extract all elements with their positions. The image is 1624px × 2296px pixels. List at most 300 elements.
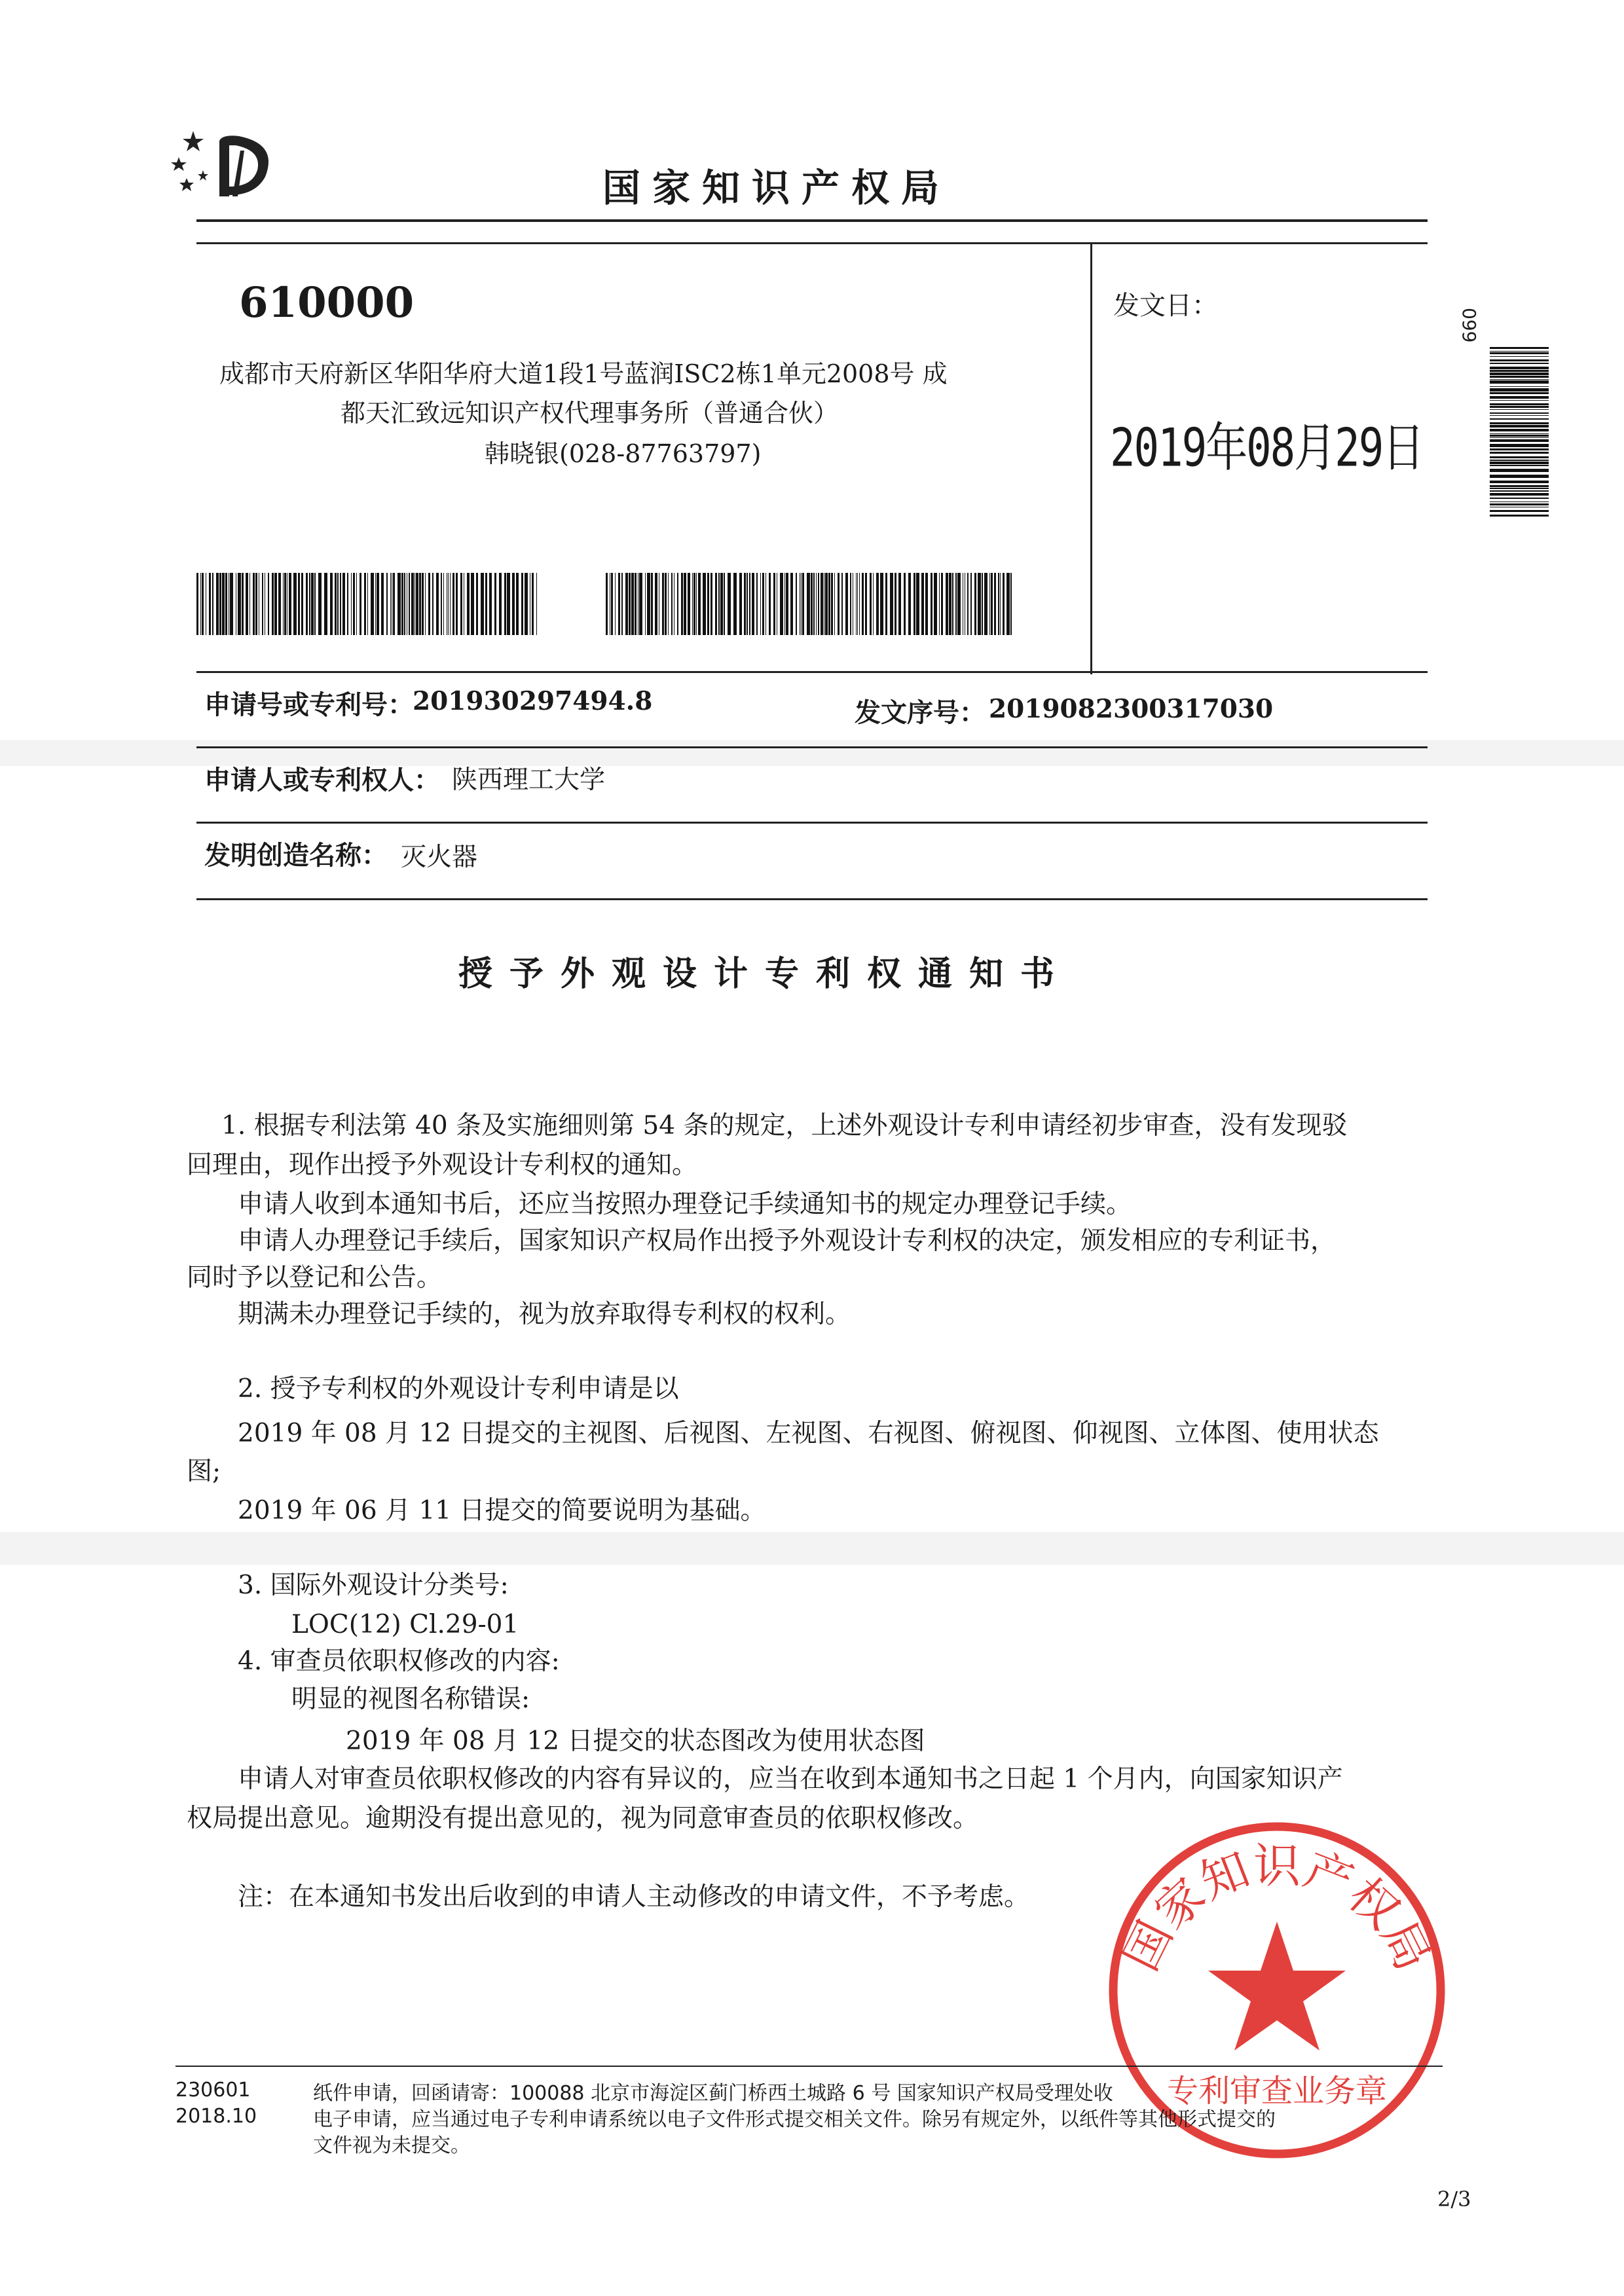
barcode-bar xyxy=(1490,475,1549,478)
design-name-label: 发明创造名称： xyxy=(204,841,388,871)
barcode-bar xyxy=(615,573,616,635)
barcode-bar xyxy=(1490,429,1549,431)
form-version: 2018.10 xyxy=(175,2105,257,2128)
barcode-bar xyxy=(786,573,788,635)
barcode-bar xyxy=(507,573,510,635)
footer-line: 电子申请，应当通过电子专利申请系统以电子文件形式提交相关文件。除另有规定外，以纸件等其他形式提交的 xyxy=(313,2108,1276,2131)
barcode-bar xyxy=(314,573,316,635)
barcode-bar xyxy=(419,573,421,635)
barcode-bar xyxy=(941,573,943,635)
barcode-bar xyxy=(489,573,492,635)
barcode-bar xyxy=(532,573,534,635)
barcode-bar xyxy=(773,573,775,635)
barcode-bar xyxy=(955,573,957,635)
barcode-bar xyxy=(946,573,948,635)
barcode-bar xyxy=(516,573,519,635)
barcode-bar xyxy=(991,573,993,635)
contact-line: 韩晓银(028-87763797) xyxy=(485,439,762,468)
barcode xyxy=(606,573,1012,635)
barcode-bar xyxy=(908,573,911,635)
svg-text:国家知识产权局: 国家知识产权局 xyxy=(1113,1838,1441,1979)
barcode-bar xyxy=(728,573,731,635)
barcode-bar xyxy=(441,573,442,635)
barcode-bar xyxy=(1490,444,1549,447)
barcode-bar xyxy=(411,573,414,635)
agency-name: 国家知识产权局 xyxy=(602,166,951,210)
barcode-bar xyxy=(293,573,297,635)
barcode-bar xyxy=(671,573,673,635)
section-heading: 4. 审查员依职权修改的内容: xyxy=(238,1647,560,1676)
paragraph: 期满未办理登记手续的，视为放弃取得专利权的权利。 xyxy=(238,1300,851,1329)
barcode-bar xyxy=(739,573,742,635)
barcode-bar xyxy=(1490,352,1549,354)
barcode-bar xyxy=(1490,379,1549,380)
barcode-bar xyxy=(249,573,250,635)
barcode-bar xyxy=(1490,465,1549,466)
barcode-bar xyxy=(651,573,653,635)
barcode-bar xyxy=(1010,573,1012,635)
paragraph: 申请人收到本通知书后，还应当按照办理登记手续通知书的规定办理登记手续。 xyxy=(238,1190,1132,1219)
barcode-bar xyxy=(724,573,725,635)
barcode-bar xyxy=(422,573,424,635)
barcode-bar xyxy=(381,573,384,635)
barcode-bar xyxy=(718,573,720,635)
barcode-bar xyxy=(1490,356,1549,357)
barcode-bar xyxy=(485,573,487,635)
barcode-bar xyxy=(1490,460,1549,461)
notice-title: 授予外观设计专利权通知书 xyxy=(458,955,1072,994)
footer-line: 纸件申请，回函请寄：100088 北京市海淀区蓟门桥西土城路 6 号 国家知识产权局受理处收 xyxy=(313,2082,1113,2105)
barcode-bar xyxy=(925,573,928,635)
barcode-bar xyxy=(216,573,219,635)
paragraph: 回理由，现作出授予外观设计专利权的通知。 xyxy=(187,1150,698,1180)
barcode-bar xyxy=(952,573,953,635)
barcode-bar xyxy=(1490,469,1549,472)
form-code: 230601 xyxy=(175,2079,251,2102)
barcode-bar xyxy=(436,573,439,635)
barcode-bar xyxy=(821,573,823,635)
barcode-bar xyxy=(335,573,337,635)
barcode-bar xyxy=(456,573,458,635)
barcode-bar xyxy=(289,573,291,635)
barcode-bar xyxy=(371,573,374,635)
barcode-bar xyxy=(760,573,761,635)
barcode-bar xyxy=(989,573,990,635)
barcode-bar xyxy=(1490,396,1549,399)
barcode-bar xyxy=(967,573,969,635)
barcode-bar xyxy=(707,573,709,635)
barcode-bar xyxy=(749,573,750,635)
barcode-bar xyxy=(337,573,339,635)
barcode-bar xyxy=(668,573,669,635)
barcode-bar xyxy=(784,573,785,635)
barcode-bar xyxy=(318,573,322,635)
barcode-bar xyxy=(499,573,502,635)
barcode-bar xyxy=(1490,501,1549,502)
document-number: 2019082300317030 xyxy=(989,694,1274,724)
barcode-bar xyxy=(1490,415,1549,416)
section-heading: 3. 国际外观设计分类号: xyxy=(238,1571,509,1600)
barcode-bar xyxy=(970,573,972,635)
barcode-bar xyxy=(631,573,634,635)
barcode-bar xyxy=(715,573,717,635)
barcode-bar xyxy=(536,573,537,635)
barcode-bar xyxy=(360,573,361,635)
barcode-bar xyxy=(994,573,996,635)
barcode-bar xyxy=(1490,412,1549,414)
barcode-bar xyxy=(693,573,695,635)
barcode-bar xyxy=(957,573,961,635)
barcode-bar xyxy=(377,573,379,635)
barcode-bar xyxy=(238,573,241,635)
cnipa-logo-icon xyxy=(167,118,285,203)
barcode-bar xyxy=(1490,488,1549,489)
barcode-bar xyxy=(1490,452,1549,454)
barcode-bar xyxy=(904,573,906,635)
barcode-bar xyxy=(769,573,771,635)
barcode-bar xyxy=(1490,409,1549,410)
barcode-bar xyxy=(921,573,924,635)
dispatch-date: 2019年08月29日 xyxy=(1110,418,1424,479)
barcode-bar xyxy=(1490,380,1549,384)
barcode-bar xyxy=(1490,515,1549,517)
barcode-bar xyxy=(831,573,833,635)
barcode-bar xyxy=(390,573,391,635)
barcode-bar xyxy=(606,573,608,635)
barcode-bar xyxy=(1490,370,1549,372)
barcode-bar xyxy=(876,573,879,635)
barcode-bar xyxy=(621,573,623,635)
barcode-bar xyxy=(1490,448,1549,450)
barcode-bar xyxy=(272,573,274,635)
barcode-bar xyxy=(351,573,352,635)
barcode-bar xyxy=(246,573,248,635)
barcode-bar xyxy=(274,573,277,635)
barcode-bar xyxy=(386,573,388,635)
barcode-bar xyxy=(1490,433,1549,434)
barcode-bar xyxy=(647,573,650,635)
row-rule xyxy=(196,746,1428,748)
barcode-bar xyxy=(364,573,366,635)
barcode-bar xyxy=(512,573,515,635)
barcode-bar xyxy=(850,573,851,635)
application-number: 201930297494.8 xyxy=(413,686,653,716)
application-number-label: 申请号或专利号： xyxy=(204,690,414,720)
barcode-bar xyxy=(222,573,225,635)
barcode-bar xyxy=(629,573,631,635)
paragraph: 申请人对审查员依职权修改的内容有异议的，应当在收到本通知书之日起 1 个月内，向国家知识产 xyxy=(238,1764,1343,1794)
barcode-bar xyxy=(841,573,843,635)
barcode-bar xyxy=(645,573,646,635)
row-rule xyxy=(196,898,1428,900)
paragraph: 图; xyxy=(187,1457,221,1486)
barcode-bar xyxy=(752,573,754,635)
barcode-bar xyxy=(681,573,683,635)
barcode-bar xyxy=(1490,367,1549,369)
barcode-bar xyxy=(828,573,830,635)
barcode-bar xyxy=(476,573,478,635)
barcode-bar xyxy=(807,573,810,635)
page-number: 2/3 xyxy=(1437,2187,1471,2212)
barcode-bar xyxy=(818,573,819,635)
barcode-bar xyxy=(425,573,426,635)
barcode-bar xyxy=(401,573,403,635)
paragraph: 1. 根据专利法第 40 条及实施细则第 54 条的规定，上述外观设计专利申请经初步审查，没有发现驳 xyxy=(221,1111,1348,1140)
barcode-bar xyxy=(409,573,410,635)
barcode-bar xyxy=(790,573,793,635)
barcode-bar xyxy=(1490,462,1549,464)
barcode-bar xyxy=(998,573,999,635)
barcode-bar xyxy=(460,573,462,635)
barcode-bar xyxy=(677,573,678,635)
side-barcode xyxy=(1490,347,1549,517)
barcode-bar xyxy=(393,573,395,635)
barcode-bar xyxy=(268,573,269,635)
barcode-bar xyxy=(982,573,983,635)
barcode-bar xyxy=(311,573,314,635)
barcode-bar xyxy=(467,573,470,635)
barcode-bar xyxy=(796,573,797,635)
design-name: 灭火器 xyxy=(401,843,478,872)
barcode-bar xyxy=(1490,386,1549,387)
barcode-bar xyxy=(212,573,213,635)
barcode-bar xyxy=(1490,376,1549,378)
barcode-bar xyxy=(283,573,284,635)
applicant-label: 申请人或专利权人： xyxy=(204,765,440,795)
barcode-bar xyxy=(416,573,418,635)
barcode-bar xyxy=(813,573,815,635)
barcode-bar xyxy=(340,573,341,635)
side-code: 099 xyxy=(1458,308,1480,343)
barcode-bar xyxy=(525,573,528,635)
classification-code: LOC(12) Cl.29-01 xyxy=(291,1610,519,1639)
barcode-bar xyxy=(625,573,628,635)
address-line-2: 都天汇致远知识产权代理事务所（普通合伙） xyxy=(341,399,839,428)
applicant-name: 陕西理工大学 xyxy=(452,765,606,795)
barcode-bar xyxy=(939,573,940,635)
barcode-bar xyxy=(1490,456,1549,458)
barcode-bar xyxy=(890,573,893,635)
barcode-bar xyxy=(733,573,737,635)
barcode-bar xyxy=(448,573,449,635)
barcode-bar xyxy=(756,573,758,635)
barcode-bar xyxy=(200,573,201,635)
barcode-bar xyxy=(916,573,919,635)
barcode-bar xyxy=(1490,347,1549,349)
barcode-bar xyxy=(1490,363,1549,364)
barcode-bar xyxy=(895,573,896,635)
barcode-bar xyxy=(367,573,368,635)
row-rule xyxy=(196,822,1428,824)
barcode-bar xyxy=(481,573,484,635)
barcode-bar xyxy=(301,573,303,635)
barcode-bar xyxy=(618,573,620,635)
barcode-bar xyxy=(688,573,690,635)
barcode-bar xyxy=(196,573,198,635)
barcode-bar xyxy=(698,573,701,635)
barcode-bar xyxy=(1490,422,1549,424)
barcode-bar xyxy=(1490,403,1549,405)
barcode-bar xyxy=(1490,351,1549,352)
barcode-bar xyxy=(1490,418,1549,420)
barcode-bar xyxy=(452,573,454,635)
postcode: 610000 xyxy=(239,278,415,327)
barcode-bar xyxy=(397,573,401,635)
barcode-bar xyxy=(428,573,430,635)
barcode-bar xyxy=(655,573,657,635)
barcode-bar xyxy=(255,573,257,635)
barcode-bar xyxy=(324,573,327,635)
svg-text:专利审查业务章: 专利审查业务章 xyxy=(1166,2073,1388,2109)
barcode-bar xyxy=(1490,493,1549,496)
scan-band xyxy=(0,1532,1624,1565)
barcode-bar xyxy=(1490,359,1549,361)
barcode-bar xyxy=(225,573,227,635)
barcode-bar xyxy=(504,573,506,635)
barcode-bar xyxy=(931,573,932,635)
barcode-bar xyxy=(1006,573,1010,635)
barcode-bar xyxy=(353,573,355,635)
barcode-bar xyxy=(744,573,746,635)
footer-line: 文件视为未提交。 xyxy=(313,2134,470,2157)
note: 注：在本通知书发出后收到的申请人主动修改的申请文件，不予考虑。 xyxy=(238,1882,1030,1912)
barcode-bar xyxy=(856,573,857,635)
barcode-bar xyxy=(1490,388,1549,392)
document-number-label: 发文序号： xyxy=(855,698,986,728)
barcode-bar xyxy=(1490,400,1549,401)
barcode-bar xyxy=(494,573,496,635)
paragraph: 2019 年 06 月 11 日提交的简要说明为基础。 xyxy=(238,1496,766,1525)
barcode-bar xyxy=(262,573,263,635)
barcode-bar xyxy=(974,573,976,635)
barcode-bar xyxy=(870,573,872,635)
barcode-bar xyxy=(1000,573,1001,635)
barcode-bar xyxy=(825,573,828,635)
barcode-bar xyxy=(1490,435,1549,437)
section-heading: 2. 授予专利权的外观设计专利申请是以 xyxy=(238,1374,679,1404)
barcode-bar xyxy=(665,573,667,635)
barcode-bar xyxy=(347,573,348,635)
barcode-bar xyxy=(450,573,451,635)
barcode-bar xyxy=(521,573,523,635)
barcode-bar xyxy=(865,573,867,635)
barcode-bar xyxy=(873,573,874,635)
barcode-bar xyxy=(816,573,817,635)
panel-divider xyxy=(1090,242,1092,674)
barcode-bar xyxy=(375,573,376,635)
barcode-bar xyxy=(838,573,840,635)
dispatch-date-label: 发文日： xyxy=(1113,291,1218,321)
paragraph: 同时予以登记和公告。 xyxy=(187,1263,443,1292)
barcode-bar xyxy=(356,573,357,635)
barcode-bar xyxy=(1490,510,1549,512)
barcode-bar xyxy=(1490,481,1549,483)
panel-top-rule xyxy=(196,242,1428,244)
barcode-bar xyxy=(635,573,637,635)
barcode-bar xyxy=(219,573,221,635)
header-rule xyxy=(196,219,1428,222)
paragraph: 2019 年 08 月 12 日提交的状态图改为使用状态图 xyxy=(346,1726,925,1756)
barcode-bar xyxy=(898,573,901,635)
paragraph: 权局提出意见。逾期没有提出意见的，视为同意审查员的依职权修改。 xyxy=(187,1804,979,1833)
barcode-bar xyxy=(298,573,300,635)
barcode-bar xyxy=(309,573,310,635)
barcode-bar xyxy=(284,573,286,635)
barcode-bar xyxy=(1490,425,1549,428)
barcode-bar xyxy=(209,573,211,635)
barcode-bar xyxy=(306,573,308,635)
barcode-bar xyxy=(1003,573,1005,635)
barcode-bar xyxy=(720,573,723,635)
barcode-bar xyxy=(1490,490,1549,492)
barcode-bar xyxy=(611,573,613,635)
paragraph: 2019 年 08 月 12 日提交的主视图、后视图、左视图、右视图、俯视图、仰视图、立体图、使用状态 xyxy=(238,1419,1379,1448)
paragraph: 明显的视图名称错误: xyxy=(291,1685,530,1714)
barcode-bar xyxy=(1490,498,1549,499)
barcode-bar xyxy=(747,573,748,635)
barcode xyxy=(196,573,537,635)
barcode-bar xyxy=(703,573,706,635)
barcode-bar xyxy=(253,573,255,635)
barcode-bar xyxy=(278,573,281,635)
barcode-bar xyxy=(639,573,642,635)
barcode-bar xyxy=(471,573,474,635)
barcode-bar xyxy=(1490,406,1549,408)
barcode-bar xyxy=(230,573,233,635)
barcode-bar xyxy=(330,573,333,635)
barcode-bar xyxy=(802,573,804,635)
barcode-bar xyxy=(404,573,405,635)
barcode-bar xyxy=(1490,485,1549,487)
barcode-bar xyxy=(432,573,434,635)
barcode-bar xyxy=(949,573,951,635)
barcode-bar xyxy=(885,573,887,635)
barcode-bar xyxy=(696,573,697,635)
barcode-bar xyxy=(862,573,864,635)
barcode-bar xyxy=(202,573,204,635)
barcode-bar xyxy=(811,573,813,635)
barcode-bar xyxy=(1490,437,1549,438)
barcode-bar xyxy=(934,573,937,635)
barcode-bar xyxy=(762,573,764,635)
paragraph: 申请人办理登记手续后，国家知识产权局作出授予外观设计专利权的决定，颁发相应的专利证书， xyxy=(238,1226,1337,1256)
barcode-bar xyxy=(1490,373,1549,375)
barcode-bar xyxy=(780,573,783,635)
barcode-bar xyxy=(880,573,883,635)
barcode-bar xyxy=(978,573,981,635)
footer-rule xyxy=(175,2066,1443,2067)
address-line-1: 成都市天府新区华阳华府大道1段1号蓝润ISC2栋1单元2008号 成 xyxy=(219,359,948,388)
barcode-bar xyxy=(801,573,802,635)
barcode-bar xyxy=(684,573,686,635)
barcode-bar xyxy=(242,573,244,635)
barcode-bar xyxy=(662,573,664,635)
barcode-bar xyxy=(913,573,915,635)
barcode-bar xyxy=(984,573,987,635)
barcode-bar xyxy=(859,573,860,635)
barcode-bar xyxy=(1490,392,1549,394)
barcode-bar xyxy=(1490,503,1549,505)
barcode-bar xyxy=(834,573,835,635)
barcode-bar xyxy=(692,573,693,635)
row-rule xyxy=(196,671,1428,673)
barcode-bar xyxy=(443,573,444,635)
barcode-bar xyxy=(342,573,345,635)
barcode-bar xyxy=(857,573,858,635)
barcode-bar xyxy=(710,573,712,635)
barcode-bar xyxy=(1490,439,1549,442)
barcode-bar xyxy=(845,573,848,635)
